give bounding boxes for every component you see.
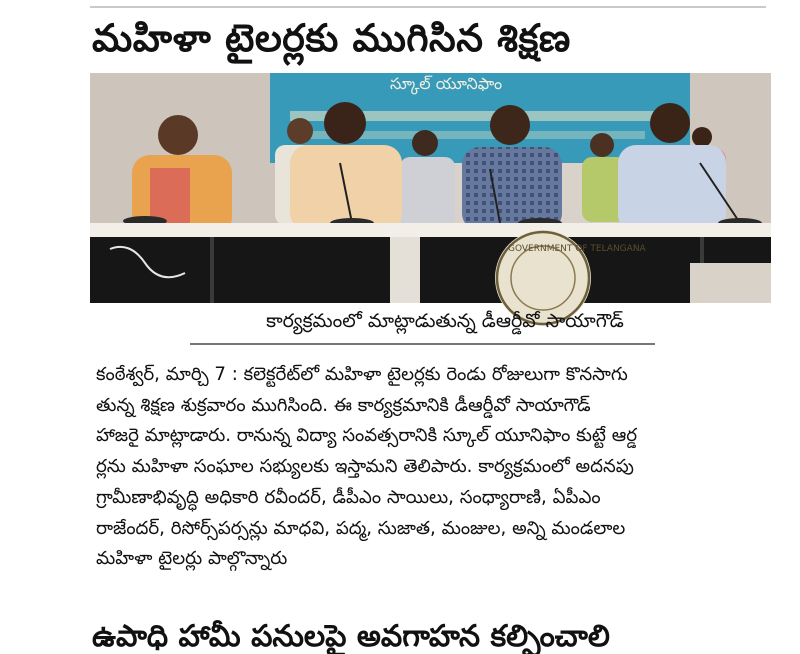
body-line: హాజరై మాట్లాడారు. రానున్న విద్యా సంవత్సరానికి స్కూల్ యూనిఫాం కుట్టే ఆర్డ: [96, 425, 638, 447]
next-headline-text: ఉపాధి హామీ పనులపై అవగాహన కల్పించాలి: [92, 619, 610, 654]
body-line: గ్రామీణాభివృద్ధి అధికారి రవీందర్, డీపీఎం సాయిలు, సంధ్యారాణి, ఏపీఎం: [96, 486, 601, 508]
body-line: రాజేందర్, రిసోర్స్‌పర్సన్లు మాధవి, పద్మ, సుజాత, మంజుల, అన్ని మండలాల: [96, 517, 626, 539]
top-divider: [90, 6, 766, 8]
body-line: కంఠేశ్వర్, మార్చి 7 : కలెక్టరేట్‌లో మహిళా టైలర్లకు రెండు రోజులుగా కొనసాగు: [96, 364, 628, 385]
next-article-headline: [92, 619, 782, 654]
photo-caption: కార్యక్రమంలో మాట్లాడుతున్న డీఆర్డీవో సాయాగౌడ్: [266, 310, 624, 332]
news-photo: [90, 73, 771, 303]
caption-divider: [190, 343, 655, 345]
body-line: తున్న శిక్షణ శుక్రవారం ముగిసింది. ఈ కార్యక్రమానికి డీఆర్డీవో సాయాగౌడ్: [96, 394, 591, 416]
banner-title: స్కూల్ యూనిఫాం: [390, 74, 503, 93]
seal-text: GOVERNMENT OF TELANGANA: [508, 244, 646, 254]
body-line: మహిళా టైలర్లు పాల్గొన్నారు: [96, 548, 288, 570]
article-headline: మహిళా టైలర్లకు ముగిసిన శిక్షణ: [92, 16, 571, 60]
body-line: ర్లను మహిళా సంఘాల సభ్యులకు ఇస్తామని తెలిపారు. కార్యక్రమంలో అదనపు: [96, 456, 634, 478]
article-body: [96, 360, 776, 575]
